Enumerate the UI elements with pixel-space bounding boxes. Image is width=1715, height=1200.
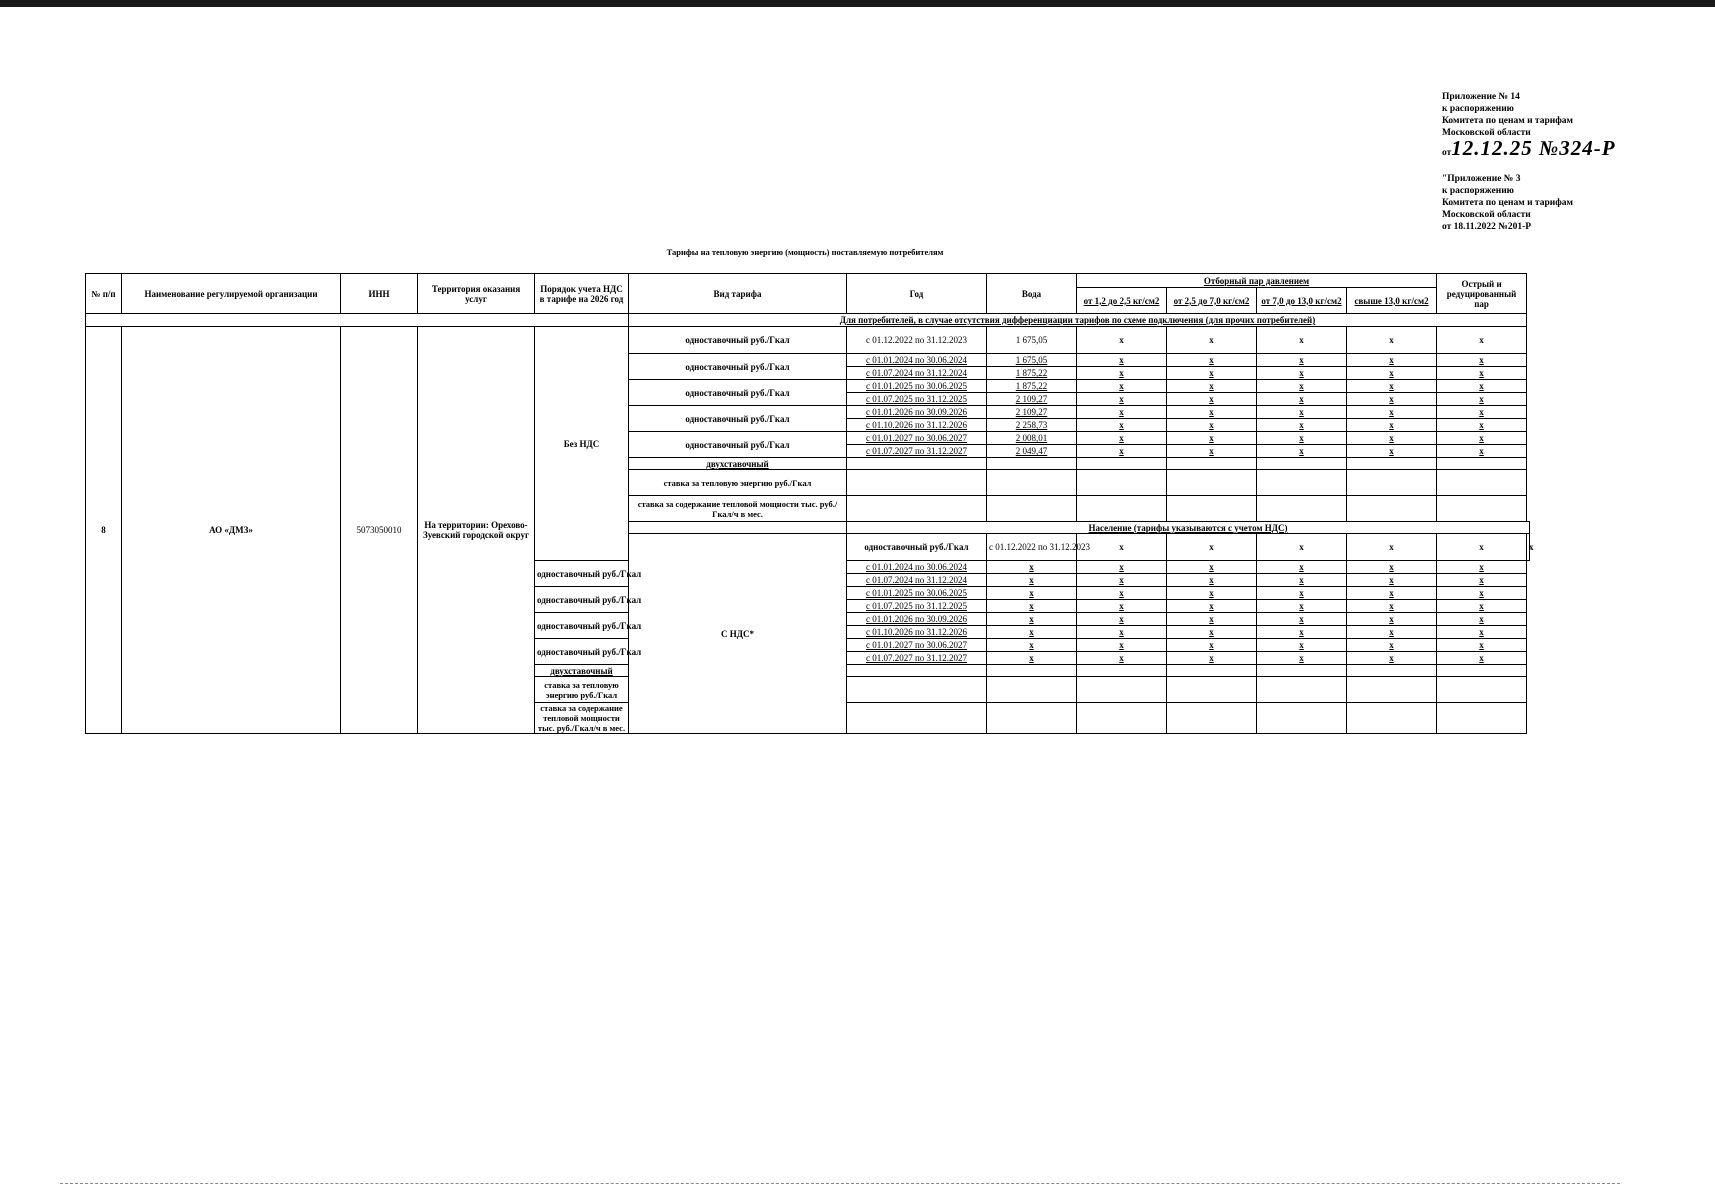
tariff-type-capacity-rate: ставка за содержание тепловой мощности тыс. руб./Гкал/ч в мес.	[629, 496, 847, 522]
previous-appendix-line: "Приложение № 3	[1442, 174, 1521, 184]
empty-cell	[1077, 458, 1167, 470]
vat-order-cell: Без НДС	[535, 327, 629, 561]
period-cell: с 01.01.2027 по 30.06.2027	[847, 432, 987, 445]
value-x-cell: х	[1257, 354, 1347, 367]
empty-cell	[1077, 496, 1167, 522]
tariff-type-double: двухставочный	[535, 665, 629, 677]
header-territory: Территория оказания услуг	[418, 274, 535, 314]
empty-cell	[1077, 470, 1167, 496]
header-tariff-type: Вид тарифа	[629, 274, 847, 314]
value-x-cell: х	[1437, 367, 1527, 380]
empty-cell	[847, 458, 987, 470]
header-sharp-steam: Острый и редуцированный пар	[1437, 274, 1527, 314]
appendix-date-line	[1442, 136, 1616, 160]
period-cell: с 01.01.2025 по 30.06.2025	[847, 380, 987, 393]
value-x-cell: х	[1437, 419, 1527, 432]
value-x-cell: х	[1347, 574, 1437, 587]
empty-cell	[1437, 496, 1527, 522]
value-x-cell: х	[1437, 600, 1527, 613]
water-value-cell: 1 675,05	[987, 327, 1077, 354]
value-x-cell: х	[1167, 613, 1257, 626]
value-x-cell: х	[1077, 600, 1167, 613]
header-year: Год	[847, 274, 987, 314]
value-x-cell: х	[1437, 613, 1527, 626]
header-steam-group: Отборный пар давлением	[1077, 274, 1437, 288]
empty-cell	[1347, 665, 1437, 677]
water-value-cell: 1 675,05	[987, 354, 1077, 367]
value-x-cell: х	[1257, 587, 1347, 600]
empty-cell	[1077, 703, 1167, 734]
empty-cell	[1167, 470, 1257, 496]
empty-cell	[1437, 458, 1527, 470]
empty-cell	[1167, 458, 1257, 470]
value-x-cell: х	[987, 587, 1077, 600]
value-x-cell: х	[987, 600, 1077, 613]
value-x-cell: х	[1347, 327, 1437, 354]
document-title: Тарифы на тепловую энергию (мощность) поставляемую потребителям	[666, 247, 944, 257]
empty-cell	[1077, 665, 1167, 677]
tariff-type-energy-rate: ставка за тепловую энергию руб./Гкал	[535, 677, 629, 703]
value-x-cell: х	[1077, 406, 1167, 419]
value-x-cell: х	[1257, 367, 1347, 380]
header-vat-order: Порядок учета НДС в тарифе на 2026 год	[535, 274, 629, 314]
value-x-cell: х	[1257, 639, 1347, 652]
value-x-cell: х	[1347, 367, 1437, 380]
empty-cell	[1347, 458, 1437, 470]
value-x-cell: х	[1437, 561, 1527, 574]
empty-cell	[1437, 470, 1527, 496]
value-x-cell: х	[1167, 574, 1257, 587]
empty-cell	[847, 470, 987, 496]
empty-cell	[987, 496, 1077, 522]
empty-cell	[1167, 665, 1257, 677]
header-num: № п/п	[86, 274, 122, 314]
empty-cell	[1257, 677, 1347, 703]
handwritten-date-number: 12.12.25 №324-Р	[1451, 136, 1616, 160]
org-number: 8	[86, 327, 122, 734]
vat-order-cell: С НДС*	[629, 534, 847, 734]
value-x-cell: х	[987, 652, 1077, 665]
value-x-cell: х	[1077, 327, 1167, 354]
section-title: Для потребителей, в случае отсутствия дифференциации тарифов по схеме подключения (для прочих потребителей)	[629, 314, 1527, 327]
value-x-cell: х	[1437, 587, 1527, 600]
empty-cell	[1257, 703, 1347, 734]
value-x-cell: х	[1437, 639, 1527, 652]
tariff-type-double: двухставочный	[629, 458, 847, 470]
appendix-line: Московской области	[1442, 128, 1531, 138]
value-x-cell: х	[1077, 587, 1167, 600]
value-x-cell: х	[1347, 587, 1437, 600]
period-cell: с 01.01.2024 по 30.06.2024	[847, 354, 987, 367]
value-x-cell: х	[1077, 613, 1167, 626]
value-x-cell: х	[1077, 574, 1167, 587]
tariff-type-cell: одноставочный руб./Гкал	[535, 613, 629, 639]
empty-cell	[1167, 677, 1257, 703]
empty-cell	[847, 703, 987, 734]
previous-appendix-line: Московской области	[1442, 210, 1531, 220]
empty-cell	[987, 458, 1077, 470]
value-x-cell: х	[1257, 600, 1347, 613]
value-x-cell: х	[1167, 419, 1257, 432]
previous-appendix-line: Комитета по ценам и тарифам	[1442, 198, 1574, 208]
empty-cell	[1167, 703, 1257, 734]
tariff-type-cell: одноставочный руб./Гкал	[535, 561, 629, 587]
value-x-cell: х	[1077, 561, 1167, 574]
period-cell: с 01.07.2027 по 31.12.2027	[847, 445, 987, 458]
empty-cell	[1167, 496, 1257, 522]
scan-bottom-artifact	[60, 1183, 1620, 1184]
value-x-cell: х	[1437, 445, 1527, 458]
value-x-cell: х	[1077, 367, 1167, 380]
water-value-cell: 2 049,47	[987, 445, 1077, 458]
tariff-type-cell: одноставочный руб./Гкал	[847, 534, 987, 561]
empty-cell	[1077, 677, 1167, 703]
value-x-cell: х	[1347, 406, 1437, 419]
value-x-cell: х	[1167, 652, 1257, 665]
value-x-cell: х	[1257, 419, 1347, 432]
tariff-type-cell: одноставочный руб./Гкал	[629, 432, 847, 458]
value-x-cell: х	[1257, 626, 1347, 639]
value-x-cell: х	[1167, 445, 1257, 458]
value-x-cell: х	[1167, 639, 1257, 652]
value-x-cell: х	[1167, 587, 1257, 600]
value-x-cell: х	[987, 626, 1077, 639]
period-cell: с 01.01.2026 по 30.09.2026	[847, 406, 987, 419]
empty-cell	[847, 665, 987, 677]
value-x-cell: х	[1077, 432, 1167, 445]
value-x-cell: х	[1437, 406, 1527, 419]
previous-appendix-line: к распоряжению	[1442, 186, 1514, 196]
value-x-cell: х	[1167, 367, 1257, 380]
empty-cell	[847, 496, 987, 522]
tariff-type-cell: одноставочный руб./Гкал	[629, 406, 847, 432]
value-x-cell: х	[1257, 574, 1347, 587]
appendix-date-prefix: от	[1442, 148, 1452, 158]
value-x-cell: х	[1167, 393, 1257, 406]
period-cell: с 01.01.2024 по 30.06.2024	[847, 561, 987, 574]
value-x-cell: х	[1437, 574, 1527, 587]
value-x-cell: х	[1167, 561, 1257, 574]
value-x-cell: х	[1347, 626, 1437, 639]
value-x-cell: х	[987, 639, 1077, 652]
period-cell: с 01.10.2026 по 31.12.2026	[847, 626, 987, 639]
value-x-cell: х	[987, 561, 1077, 574]
value-x-cell: х	[1167, 380, 1257, 393]
empty-cell	[987, 665, 1077, 677]
empty-cell	[1347, 677, 1437, 703]
tariff-type-capacity-rate: ставка за содержание тепловой мощности тыс. руб./Гкал/ч в мес.	[535, 703, 629, 734]
value-x-cell: х	[1347, 534, 1437, 561]
section-title: Население (тарифы указываются с учетом НДС)	[847, 522, 1530, 534]
section-spacer	[86, 314, 629, 327]
tariff-type-cell: одноставочный руб./Гкал	[629, 327, 847, 354]
water-value-cell: 1 875,22	[987, 367, 1077, 380]
value-x-cell: х	[1077, 534, 1167, 561]
period-cell: с 01.07.2024 по 31.12.2024	[847, 574, 987, 587]
previous-appendix-line: от 18.11.2022 №201-Р	[1442, 222, 1532, 232]
empty-cell	[1257, 496, 1347, 522]
value-x-cell: х	[1347, 445, 1437, 458]
value-x-cell: х	[1257, 561, 1347, 574]
value-x-cell: х	[1257, 534, 1347, 561]
period-cell: с 01.10.2026 по 31.12.2026	[847, 419, 987, 432]
period-cell: с 01.01.2026 по 30.09.2026	[847, 613, 987, 626]
empty-cell	[1257, 665, 1347, 677]
value-x-cell: х	[1167, 626, 1257, 639]
value-x-cell: х	[1167, 354, 1257, 367]
period-cell: с 01.01.2025 по 30.06.2025	[847, 587, 987, 600]
value-x-cell: х	[1347, 419, 1437, 432]
value-x-cell: х	[1527, 534, 1530, 561]
value-x-cell: х	[1077, 419, 1167, 432]
header-steam-1: от 1,2 до 2,5 кг/см2	[1077, 288, 1167, 314]
value-x-cell: х	[1257, 393, 1347, 406]
value-x-cell: х	[1257, 406, 1347, 419]
water-value-cell: 2 109,27	[987, 406, 1077, 419]
section-spacer	[629, 522, 847, 534]
period-cell: с 01.07.2027 по 31.12.2027	[847, 652, 987, 665]
tariff-type-cell: одноставочный руб./Гкал	[535, 587, 629, 613]
value-x-cell: х	[1077, 445, 1167, 458]
value-x-cell: х	[1437, 534, 1527, 561]
period-cell: с 01.12.2022 по 31.12.2023	[987, 534, 1077, 561]
value-x-cell: х	[987, 613, 1077, 626]
value-x-cell: х	[1437, 354, 1527, 367]
empty-cell	[1347, 703, 1437, 734]
value-x-cell: х	[1257, 652, 1347, 665]
value-x-cell: х	[1167, 600, 1257, 613]
header-steam-4: свыше 13,0 кг/см2	[1347, 288, 1437, 314]
empty-cell	[1347, 496, 1437, 522]
period-cell: с 01.01.2027 по 30.06.2027	[847, 639, 987, 652]
value-x-cell: х	[1347, 393, 1437, 406]
value-x-cell: х	[1257, 613, 1347, 626]
tariff-type-cell: одноставочный руб./Гкал	[629, 354, 847, 380]
value-x-cell: х	[1347, 652, 1437, 665]
water-value-cell: 1 875,22	[987, 380, 1077, 393]
header-steam-3: от 7,0 до 13,0 кг/см2	[1257, 288, 1347, 314]
empty-cell	[1437, 703, 1527, 734]
org-name: АО «ДМЗ»	[122, 327, 341, 734]
value-x-cell: х	[1347, 600, 1437, 613]
value-x-cell: х	[1437, 380, 1527, 393]
value-x-cell: х	[1077, 354, 1167, 367]
header-steam-2: от 2,5 до 7,0 кг/см2	[1167, 288, 1257, 314]
value-x-cell: х	[1077, 639, 1167, 652]
appendix-line: к распоряжению	[1442, 104, 1514, 114]
header-inn: ИНН	[341, 274, 418, 314]
value-x-cell: х	[1257, 445, 1347, 458]
empty-cell	[1257, 470, 1347, 496]
empty-cell	[1437, 665, 1527, 677]
tariff-table	[85, 273, 1534, 734]
tariff-type-energy-rate: ставка за тепловую энергию руб./Гкал	[629, 470, 847, 496]
water-value-cell: 2 008,01	[987, 432, 1077, 445]
appendix-line: Комитета по ценам и тарифам	[1442, 116, 1574, 126]
period-cell: с 01.12.2022 по 31.12.2023	[847, 327, 987, 354]
value-x-cell: х	[1167, 327, 1257, 354]
empty-cell	[847, 677, 987, 703]
water-value-cell: 2 109,27	[987, 393, 1077, 406]
value-x-cell: х	[1437, 393, 1527, 406]
value-x-cell: х	[1347, 613, 1437, 626]
value-x-cell: х	[987, 574, 1077, 587]
appendix-line: Приложение № 14	[1442, 92, 1520, 102]
header-water: Вода	[987, 274, 1077, 314]
scan-top-edge	[0, 0, 1715, 7]
value-x-cell: х	[1167, 534, 1257, 561]
header-org: Наименование регулируемой организации	[122, 274, 341, 314]
org-inn: 5073050010	[341, 327, 418, 734]
value-x-cell: х	[1437, 626, 1527, 639]
value-x-cell: х	[1077, 393, 1167, 406]
value-x-cell: х	[1347, 354, 1437, 367]
value-x-cell: х	[1077, 626, 1167, 639]
value-x-cell: х	[1077, 652, 1167, 665]
empty-cell	[987, 470, 1077, 496]
value-x-cell: х	[1077, 380, 1167, 393]
value-x-cell: х	[1257, 380, 1347, 393]
empty-cell	[1347, 470, 1437, 496]
value-x-cell: х	[1257, 432, 1347, 445]
value-x-cell: х	[1347, 639, 1437, 652]
value-x-cell: х	[1347, 561, 1437, 574]
appendix-block	[1442, 91, 1616, 233]
empty-cell	[987, 677, 1077, 703]
period-cell: с 01.07.2024 по 31.12.2024	[847, 367, 987, 380]
value-x-cell: х	[1437, 327, 1527, 354]
org-territory: На территории: Орехово-Зуевский городской округ	[418, 327, 535, 734]
value-x-cell: х	[1437, 652, 1527, 665]
period-cell: с 01.07.2025 по 31.12.2025	[847, 600, 987, 613]
value-x-cell: х	[1347, 432, 1437, 445]
value-x-cell: х	[1257, 327, 1347, 354]
tariff-type-cell: одноставочный руб./Гкал	[535, 639, 629, 665]
value-x-cell: х	[1347, 380, 1437, 393]
period-cell: с 01.07.2025 по 31.12.2025	[847, 393, 987, 406]
value-x-cell: х	[1167, 432, 1257, 445]
tariff-type-cell: одноставочный руб./Гкал	[629, 380, 847, 406]
empty-cell	[1257, 458, 1347, 470]
value-x-cell: х	[1437, 432, 1527, 445]
water-value-cell: 2 258,73	[987, 419, 1077, 432]
empty-cell	[987, 703, 1077, 734]
empty-cell	[1437, 677, 1527, 703]
value-x-cell: х	[1167, 406, 1257, 419]
